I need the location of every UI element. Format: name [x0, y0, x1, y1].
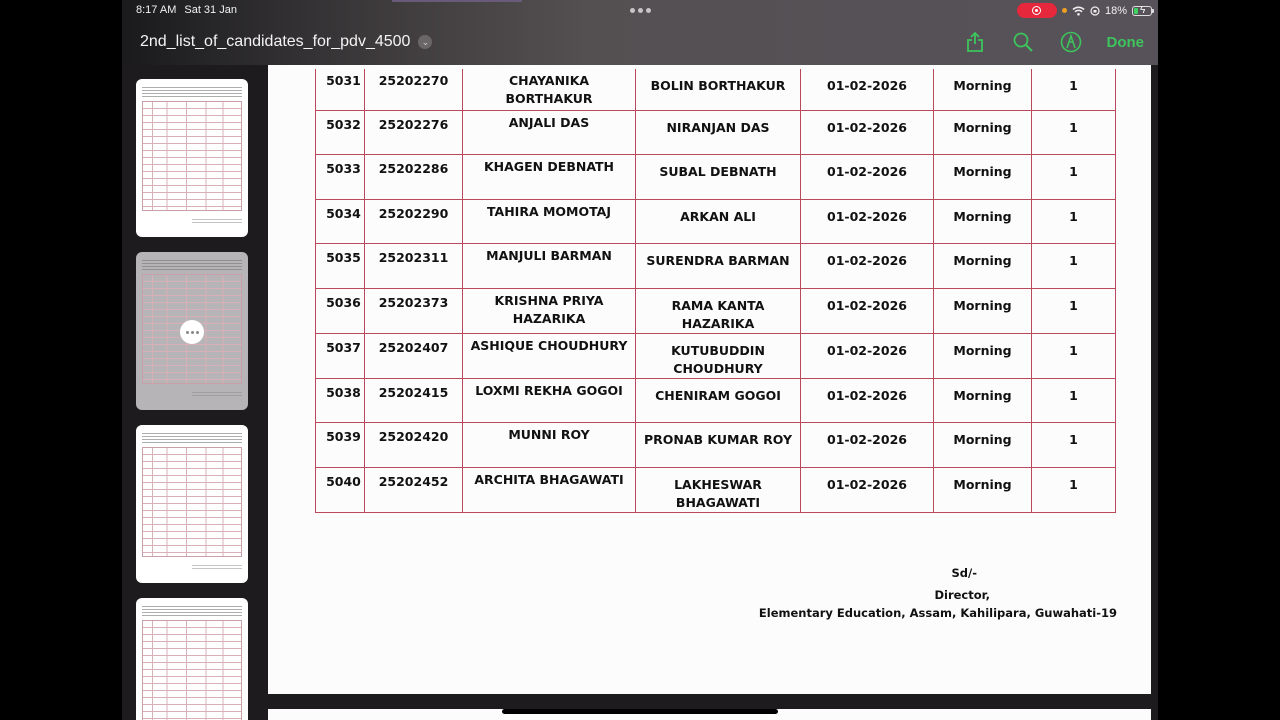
count-cell: 1	[1032, 155, 1116, 200]
table-row	[316, 288, 1116, 333]
father-name-cell: SURENDRA BARMAN	[636, 244, 801, 289]
roll-number-cell: 25202290	[365, 199, 463, 244]
exam-date-cell: 01-02-2026	[801, 288, 934, 333]
serial-number-cell: 5038	[316, 378, 365, 423]
screen-record-icon[interactable]	[1017, 3, 1057, 18]
serial-number-cell: 5031	[316, 69, 365, 110]
count-cell: 1	[1032, 288, 1116, 333]
orientation-lock-icon	[1090, 6, 1100, 16]
father-name-cell: ARKAN ALI	[636, 199, 801, 244]
table-row	[316, 378, 1116, 423]
father-name-cell: PRONAB KUMAR ROY	[636, 423, 801, 468]
candidate-name-cell: KHAGEN DEBNATH	[463, 155, 636, 200]
status-bar-right	[1017, 3, 1152, 18]
document-title: 2nd_list_of_candidates_for_pdv_4500	[140, 33, 411, 50]
serial-number-cell: 5039	[316, 423, 365, 468]
serial-number-cell: 5034	[316, 199, 365, 244]
exam-date-cell: 01-02-2026	[801, 199, 934, 244]
roll-number-cell: 25202276	[365, 110, 463, 155]
roll-number-cell: 25202311	[365, 244, 463, 289]
father-name-cell: CHENIRAM GOGOI	[636, 378, 801, 423]
roll-number-cell: 25202452	[365, 467, 463, 512]
shift-cell: Morning	[934, 467, 1032, 512]
candidate-name-cell: MUNNI ROY	[463, 423, 636, 468]
done-button[interactable]: Done	[1106, 33, 1144, 51]
shift-cell: Morning	[934, 155, 1032, 200]
battery-charging-icon: ϟ	[1132, 6, 1152, 16]
candidates-table	[315, 69, 1116, 513]
status-bar-clock	[136, 4, 237, 16]
signature-designation: Director,	[934, 588, 990, 602]
count-cell: 1	[1032, 423, 1116, 468]
father-name-cell: LAKHESWAR BHAGAWATI	[636, 467, 801, 512]
table-row	[316, 244, 1116, 289]
table-row	[316, 69, 1116, 110]
candidate-name-cell: ASHIQUE CHOUDHURY	[463, 333, 636, 378]
roll-number-cell: 25202270	[365, 69, 463, 110]
recording-progress-line	[392, 0, 522, 2]
serial-number-cell: 5037	[316, 333, 365, 378]
serial-number-cell: 5036	[316, 288, 365, 333]
chevron-down-icon[interactable]: ⌄	[418, 35, 432, 49]
roll-number-cell: 25202407	[365, 333, 463, 378]
page-thumbnail-4[interactable]	[136, 598, 248, 720]
page-thumbnails-sidebar[interactable]	[122, 65, 268, 720]
candidate-name-cell: ARCHITA BHAGAWATI	[463, 467, 636, 512]
serial-number-cell: 5033	[316, 155, 365, 200]
father-name-cell: NIRANJAN DAS	[636, 110, 801, 155]
count-cell: 1	[1032, 69, 1116, 110]
candidate-name-cell: ANJALI DAS	[463, 110, 636, 155]
share-icon[interactable]	[963, 30, 987, 54]
serial-number-cell: 5040	[316, 467, 365, 512]
page-thumbnail-2[interactable]	[136, 252, 248, 410]
top-bar	[122, 0, 1158, 65]
exam-date-cell: 01-02-2026	[801, 69, 934, 110]
count-cell: 1	[1032, 333, 1116, 378]
count-cell: 1	[1032, 244, 1116, 289]
mic-indicator-dot	[1062, 8, 1067, 13]
exam-date-cell: 01-02-2026	[801, 467, 934, 512]
count-cell: 1	[1032, 467, 1116, 512]
candidate-name-cell: KRISHNA PRIYA HAZARIKA	[463, 288, 636, 333]
table-row	[316, 333, 1116, 378]
table-row	[316, 467, 1116, 512]
battery-percent: 18%	[1104, 4, 1127, 17]
ellipsis-icon[interactable]	[180, 320, 204, 344]
shift-cell: Morning	[934, 110, 1032, 155]
shift-cell: Morning	[934, 333, 1032, 378]
count-cell: 1	[1032, 199, 1116, 244]
status-time: 8:17 AM	[136, 4, 177, 16]
exam-date-cell: 01-02-2026	[801, 155, 934, 200]
shift-cell: Morning	[934, 199, 1032, 244]
father-name-cell: BOLIN BORTHAKUR	[636, 69, 801, 110]
multitasking-dots-icon[interactable]	[630, 8, 651, 13]
toolbar	[963, 30, 1145, 54]
serial-number-cell: 5035	[316, 244, 365, 289]
status-date: Sat 31 Jan	[184, 4, 237, 16]
shift-cell: Morning	[934, 288, 1032, 333]
count-cell: 1	[1032, 110, 1116, 155]
signature-sd: Sd/-	[951, 566, 977, 580]
father-name-cell: KUTUBUDDIN CHOUDHURY	[636, 333, 801, 378]
pdf-viewer-screen	[122, 0, 1158, 720]
candidate-name-cell: LOXMI REKHA GOGOI	[463, 378, 636, 423]
search-icon[interactable]	[1011, 30, 1035, 54]
candidate-name-cell: MANJULI BARMAN	[463, 244, 636, 289]
exam-date-cell: 01-02-2026	[801, 244, 934, 289]
page-thumbnail-1[interactable]	[136, 79, 248, 237]
shift-cell: Morning	[934, 69, 1032, 110]
document-title-menu[interactable]	[140, 33, 432, 51]
count-cell: 1	[1032, 378, 1116, 423]
father-name-cell: SUBAL DEBNATH	[636, 155, 801, 200]
shift-cell: Morning	[934, 378, 1032, 423]
exam-date-cell: 01-02-2026	[801, 378, 934, 423]
markup-icon[interactable]	[1059, 30, 1083, 54]
signature-office: Elementary Education, Assam, Kahilipara, Guwahati-19	[758, 606, 1117, 620]
exam-date-cell: 01-02-2026	[801, 110, 934, 155]
candidate-name-cell: TAHIRA MOMOTAJ	[463, 199, 636, 244]
candidate-name-cell: CHAYANIKA BORTHAKUR	[463, 69, 636, 110]
table-row	[316, 199, 1116, 244]
roll-number-cell: 25202286	[365, 155, 463, 200]
exam-date-cell: 01-02-2026	[801, 333, 934, 378]
father-name-cell: RAMA KANTA HAZARIKA	[636, 288, 801, 333]
pdf-page[interactable]	[268, 65, 1151, 694]
roll-number-cell: 25202373	[365, 288, 463, 333]
home-indicator[interactable]	[502, 709, 778, 714]
serial-number-cell: 5032	[316, 110, 365, 155]
roll-number-cell: 25202415	[365, 378, 463, 423]
table-row	[316, 423, 1116, 468]
page-thumbnail-3[interactable]	[136, 425, 248, 583]
wifi-icon	[1072, 6, 1085, 16]
table-row	[316, 110, 1116, 155]
table-row	[316, 155, 1116, 200]
shift-cell: Morning	[934, 423, 1032, 468]
exam-date-cell: 01-02-2026	[801, 423, 934, 468]
shift-cell: Morning	[934, 244, 1032, 289]
roll-number-cell: 25202420	[365, 423, 463, 468]
